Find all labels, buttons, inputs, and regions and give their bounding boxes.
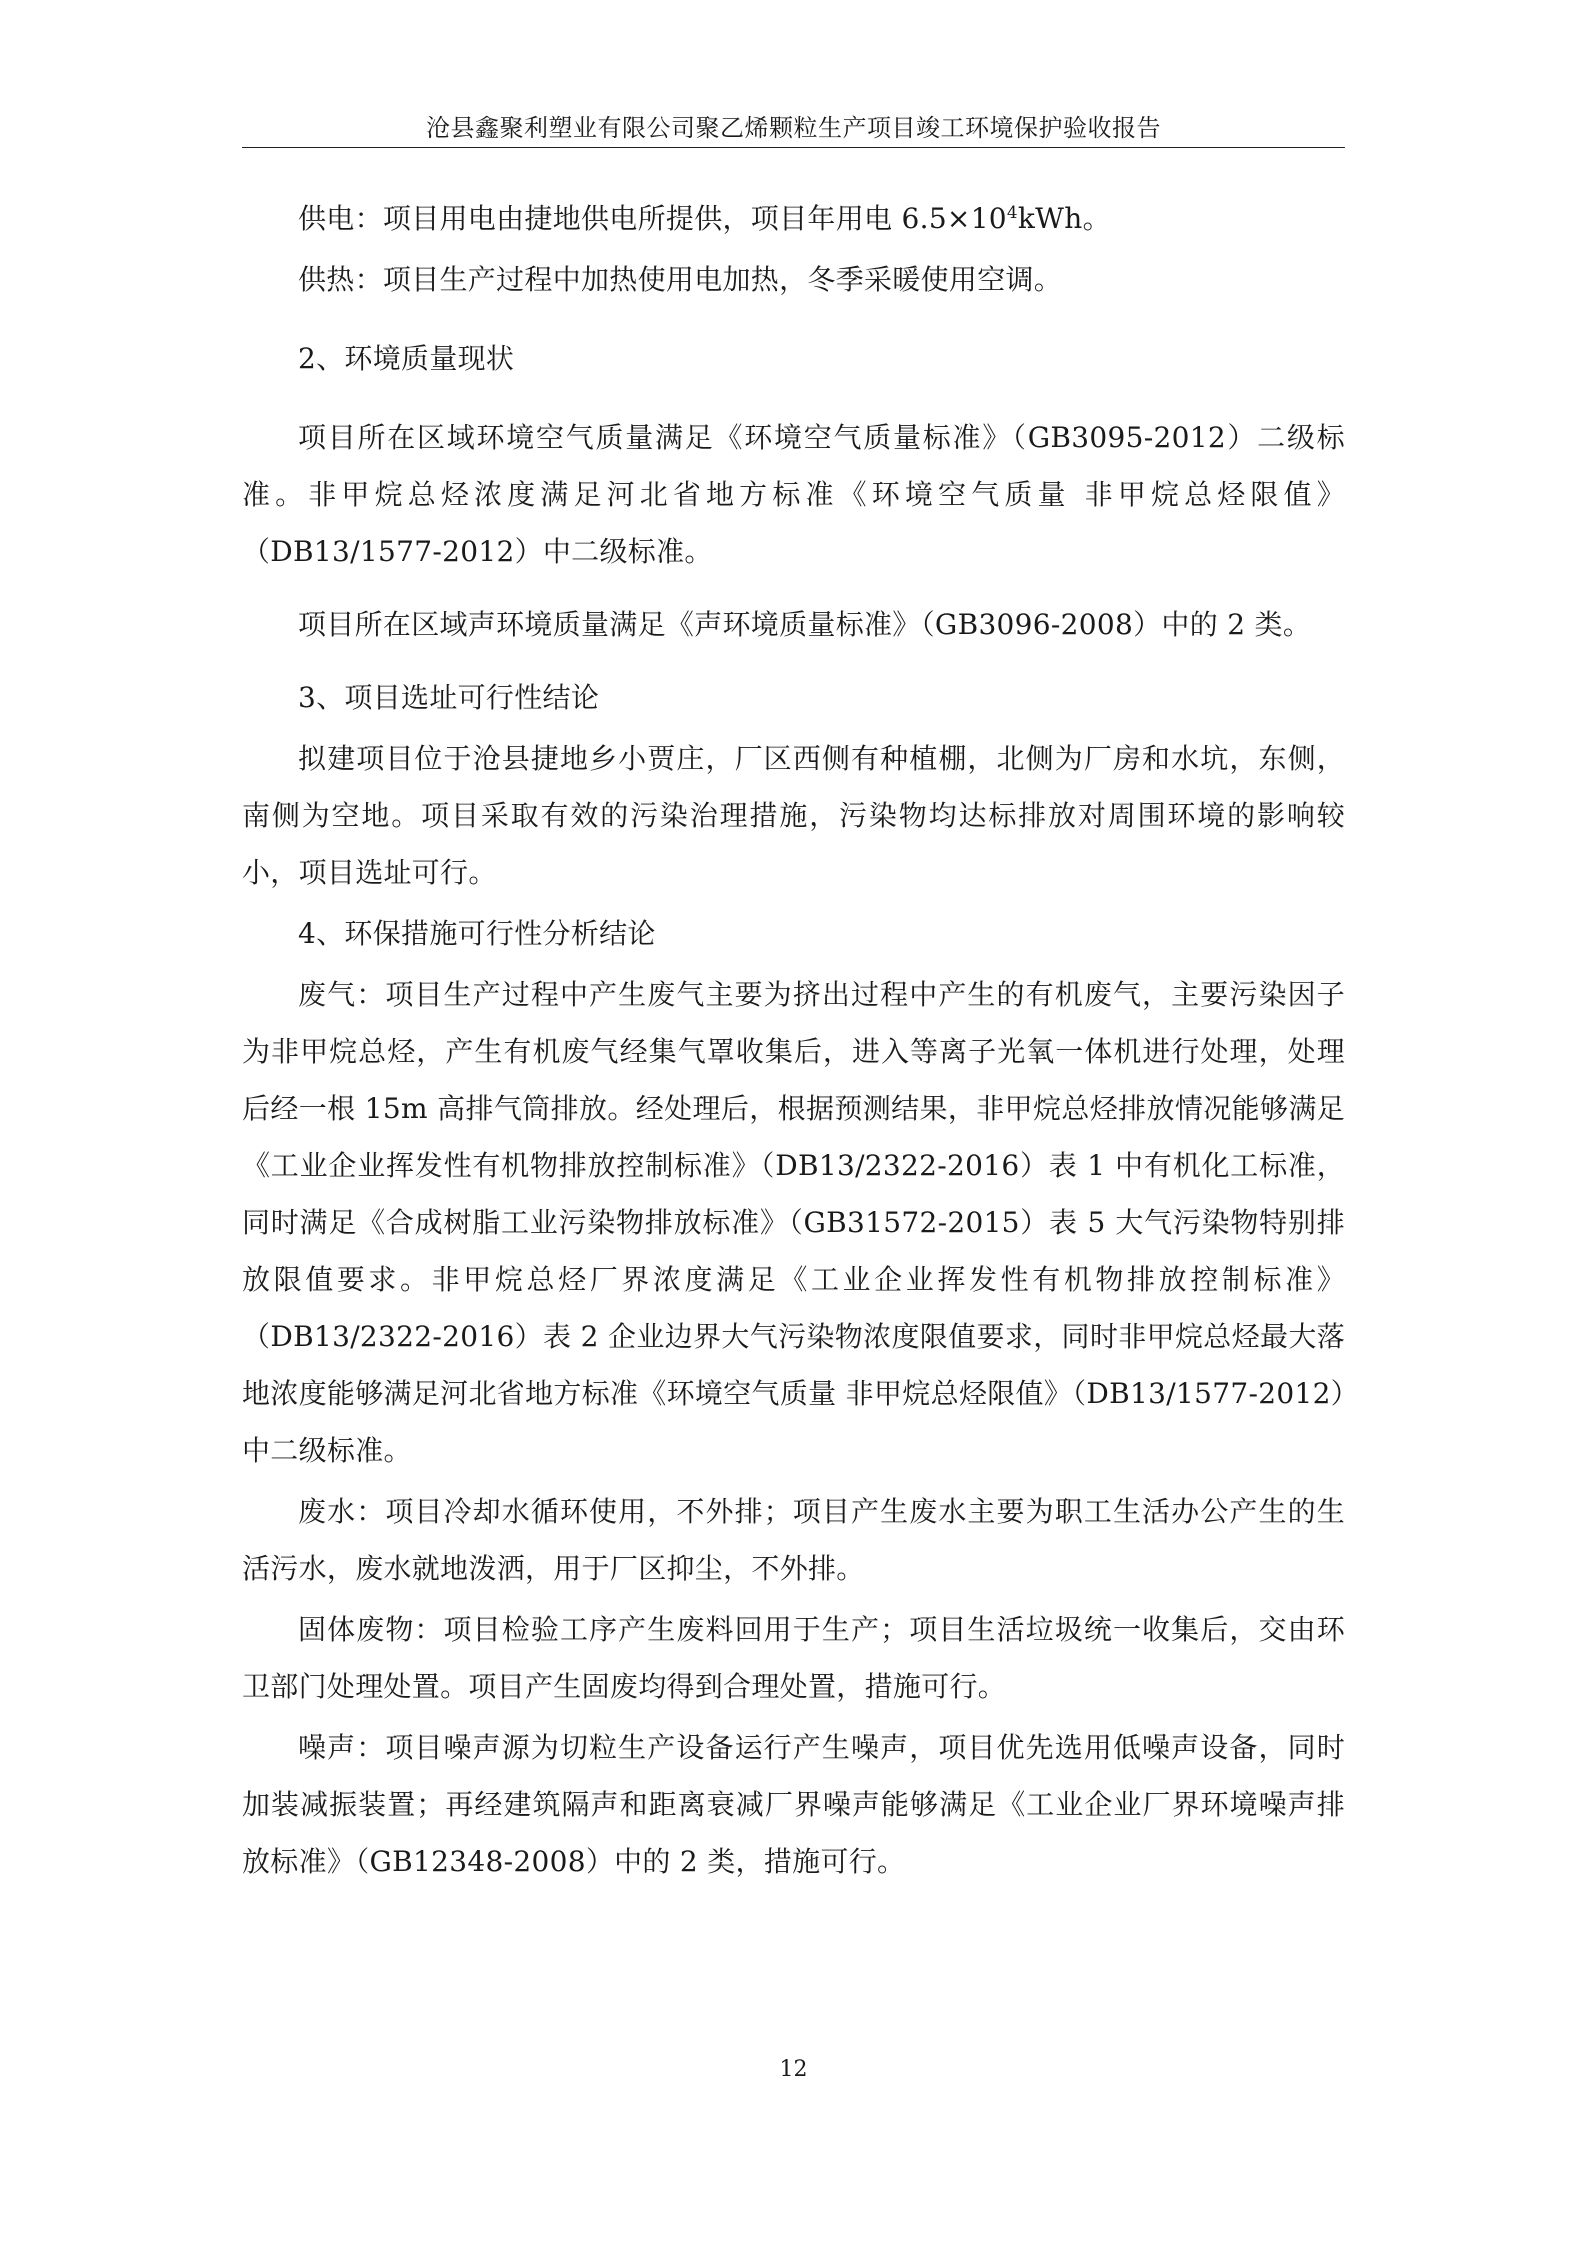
power-supply-unit: kWh。 (1017, 202, 1111, 235)
paragraph-waste-gas: 废气：项目生产过程中产生废气主要为挤出过程中产生的有机废气，主要污染因子为非甲烷总烃，产生有机废气经集气罩收集后，进入等离子光氧一体机进行处理，处理后经一根 15m 高排气筒排放。经处理后，根据预测结果，非甲烷总烃排放情况能够满足《工业企业挥发性有机物排放控制标准》（DB13/2322-2016）表 1 中有机化工标准，同时满足《合成树脂工业污染物排放标准》（GB31572-2015）表 5 大气污染物特别排放限值要求。非甲烷总烃厂界浓度满足《工业企业挥发性有机物排放控制标准》（DB13/2322-2016）表 2 企业边界大气污染物浓度限值要求，同时非甲烷总烃最大落地浓度能够满足河北省地方标准《环境空气质量 非甲烷总烃限值》（DB13/1577-2012）中二级标准。 (242, 978, 1345, 1467)
paragraph-solid-waste: 固体废物：项目检验工序产生废料回用于生产；项目生活垃圾统一收集后，交由环卫部门处理处置。项目产生固废均得到合理处置，措施可行。 (242, 1613, 1345, 1703)
section-heading-environment-quality: 2、环境质量现状 (298, 342, 515, 375)
section-heading-site-feasibility: 3、项目选址可行性结论 (298, 681, 600, 714)
paragraph-noise: 噪声：项目噪声源为切粒生产设备运行产生噪声，项目优先选用低噪声设备，同时加装减振装置；再经建筑隔声和距离衰减厂界噪声能够满足《工业企业厂界环境噪声排放标准》（GB12348-2008）中的 2 类，措施可行。 (242, 1731, 1345, 1878)
section-heading-measures-feasibility: 4、环保措施可行性分析结论 (298, 917, 656, 950)
paragraph-heating: 供热：项目生产过程中加热使用电加热，冬季采暖使用空调。 (298, 263, 1063, 296)
document-body (242, 190, 1345, 1890)
paragraph-waste-water: 废水：项目冷却水循环使用，不外排；项目产生废水主要为职工生活办公产生的生活污水，废水就地泼洒，用于厂区抑尘，不外排。 (242, 1495, 1345, 1585)
page-number: 12 (779, 2057, 808, 2082)
paragraph-power-supply (242, 190, 1345, 247)
paragraph-noise-quality: 项目所在区域声环境质量满足《声环境质量标准》（GB3096-2008）中的 2 类。 (298, 608, 1312, 641)
paragraph-site-feasibility: 拟建项目位于沧县捷地乡小贾庄，厂区西侧有种植棚，北侧为厂房和水坑，东侧，南侧为空地。项目采取有效的污染治理措施，污染物均达标排放对周围环境的影响较小，项目选址可行。 (242, 742, 1345, 889)
power-supply-exponent: 4 (1006, 201, 1018, 222)
header-divider (242, 147, 1345, 148)
running-header: 沧县鑫聚利塑业有限公司聚乙烯颗粒生产项目竣工环境保护验收报告 (426, 114, 1161, 142)
power-supply-text: 供电：项目用电由捷地供电所提供，项目年用电 6.5×10 (298, 202, 1007, 235)
paragraph-air-quality: 项目所在区域环境空气质量满足《环境空气质量标准》（GB3095-2012）二级标准。非甲烷总烃浓度满足河北省地方标准《环境空气质量 非甲烷总烃限值》（DB13/1577-2012）中二级标准。 (242, 421, 1345, 568)
